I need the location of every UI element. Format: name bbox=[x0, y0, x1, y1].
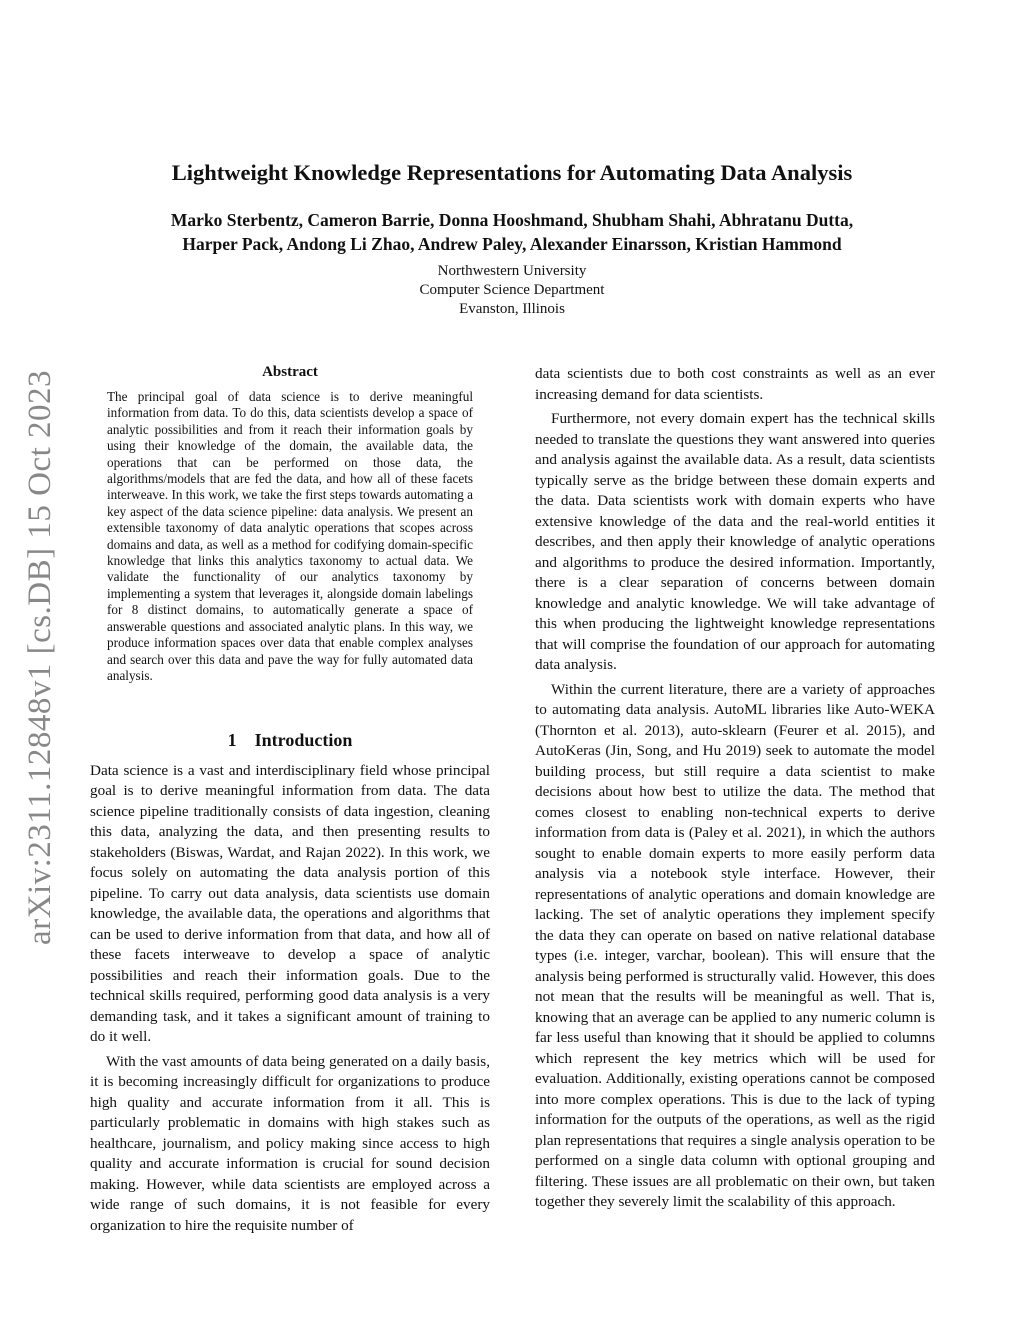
paragraph: data scientists due to both cost constraints as well as an ever increasing demand for data scientists. bbox=[535, 365, 935, 403]
affiliation bbox=[0, 262, 1024, 319]
arxiv-stamp: arXiv:2311.12848v1 [cs.DB] 15 Oct 2023 bbox=[22, 369, 58, 945]
paper-title: Lightweight Knowledge Representations for Automating Data Analysis bbox=[171, 160, 853, 185]
authors-line: Marko Sterbentz, Cameron Barrie, Donna Hooshmand, Shubham Shahi, Abhratanu Dutta, bbox=[170, 210, 854, 230]
authors-line: Harper Pack, Andong Li Zhao, Andrew Paley, Alexander Einarsson, Kristian Hammond bbox=[182, 234, 842, 254]
abstract bbox=[107, 364, 473, 684]
abstract-heading: Abstract bbox=[262, 364, 318, 380]
right-column bbox=[535, 364, 935, 1213]
left-column bbox=[90, 730, 490, 1236]
paragraph: With the vast amounts of data being generated on a daily basis, it is becoming increasingly difficult for organizations to produce high quality and accurate information from it all. This is particularly problematic in domains with high stakes such as healthcare, journalism, and policy making since access to high quality and accurate information is crucial for sound decision making. However, while data scientists are employed across a wide range of such domains, it is not feasible for every organization to hire the requisite number of bbox=[90, 1052, 490, 1234]
abstract-text: The principal goal of data science is to derive meaningful information from data. To do this, data scientists develop a space of analytic possibilities and from it reach their information goals by using their knowledge of the domain, the available data, the operations that can be performed on those data, the algorithms/models that are fed the data, and how all of these facets interweave. In this work, we take the first steps towards automating a key aspect of the data science pipeline: data analysis. We present an extensible taxonomy of data analytic operations that scopes across domains and data, as well as a method for codifying domain-specific knowledge that links this analytics taxonomy to actual data. We validate the functionality of our analytics taxonomy by implementing a system that leverages it, alongside domain labelings for 8 distinct domains, to automatically generate a space of answerable questions and associated analytic plans. In this way, we produce information spaces over data that enable complex analyses and search over this data and pave the way for fully automated data analysis. bbox=[107, 389, 473, 683]
affiliation-line: Computer Science Department bbox=[419, 282, 605, 298]
paragraph: Data science is a vast and interdisciplinary field whose principal goal is to derive meaningful information from data. The data science pipeline traditionally consists of data ingestion, cleaning this data, analyzing the data, and then presenting results to stakeholders (Biswas, Wardat, and Rajan 2022). In this work, we focus solely on automating the data analysis portion of this pipeline. To carry out data analysis, data scientists use domain knowledge, the available data, the operations and algorithms that can be used to derive information from that data, and how all of these facets interweave to develop a space of analytic possibilities and reach their information goals. Due to the technical skills required, performing good data analysis is a very demanding task, and it takes a significant amount of training to do it well. bbox=[90, 761, 490, 1045]
section-heading-introduction: 1 Introduction bbox=[227, 730, 353, 750]
author-list bbox=[60, 208, 964, 256]
affiliation-line: Evanston, Illinois bbox=[459, 301, 565, 317]
affiliation-line: Northwestern University bbox=[437, 263, 587, 279]
paragraph: Furthermore, not every domain expert has the technical skills needed to translate the questions they want answered into queries and analysis against the available data. As a result, data scientists typically serve as the bridge between these domain experts and the data. Data scientists work with domain experts who have extensive knowledge of the data and the real-world entities it describes, and then apply their knowledge of analytic operations and algorithms to produce the desired information. Importantly, there is a clear separation of concerns between domain knowledge and analytic knowledge. We will take advantage of this when producing the lightweight knowledge representations that will comprise the foundation of our approach for automating data analysis. bbox=[535, 410, 935, 673]
paragraph: Within the current literature, there are a variety of approaches to automating data analysis. AutoML libraries like Auto-WEKA (Thornton et al. 2013), auto-sklearn (Feurer et al. 2015), and AutoKeras (Jin, Song, and Hu 2019) seek to automate the model building process, but still require a data scientist to make decisions about how best to utilize the data. The method that comes closest to enabling non-technical experts to derive information from data is (Paley et al. 2021), in which the authors sought to enable domain experts to more easily perform data analysis via a notebook style interface. However, their representations of analytic operations and domain knowledge are lacking. The set of analytic operations they implement specify the data they can operate on based on native relational database types (i.e. integer, varchar, boolean). This will ensure that the analysis being performed is structurally valid. However, this does not mean that the results will be meaningful as well. That is, knowing that an average can be applied to any numeric column is far less useful than knowing that it should be applied to columns which represent the key metrics which will be used for evaluation. Additionally, existing operations cannot be composed into more complex operations. This is due to the lack of typing information for the outputs of the operations, as well as the rigid plan representations that requires a single analysis operation to be performed on a single data column with optional grouping and filtering. These issues are all problematic on their own, but taken together they severely limit the scalability of this approach. bbox=[535, 680, 935, 1210]
